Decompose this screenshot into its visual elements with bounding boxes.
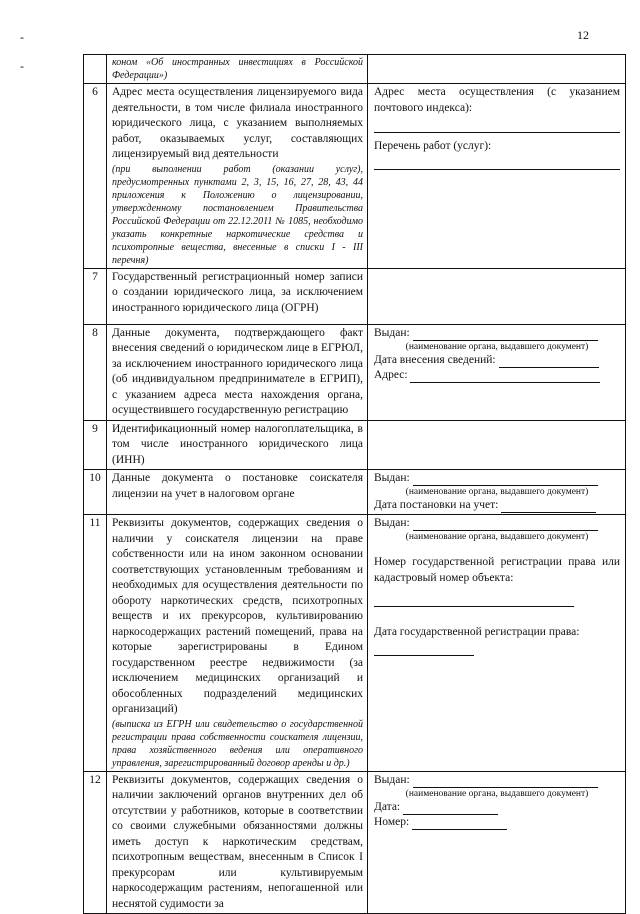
margin-mark: - — [20, 59, 24, 73]
row-number: 10 — [84, 470, 107, 515]
number-label: Номер: — [374, 815, 410, 828]
row-text: Государственный регистрационный номер записи о создании юридического лица, за исключением иностранного юридического лица (ОГРН) — [112, 270, 363, 314]
issued-caption: (наименование органа, выдавшего документ) — [405, 532, 589, 542]
table-row — [84, 268, 626, 324]
table-row — [84, 324, 626, 420]
row-note: (выписка из ЕГРН или свидетельство о государственной регистрации права собственности соискателя лицензии, права хозяйственного ведения или оперативного управления, зарегистрированный договор аренды и др.) — [112, 718, 363, 769]
works-label: Перечень работ (услуг): — [374, 140, 492, 152]
issued-field — [374, 471, 620, 486]
issued-field — [374, 516, 620, 531]
date-label: Дата постановки на учет: — [374, 499, 499, 511]
date-input-line[interactable] — [403, 804, 498, 815]
reg-number-input-line[interactable] — [374, 596, 574, 607]
reg-number-label: Номер государственной регистрации права или кадастровый номер объекта: — [374, 556, 620, 584]
works-input-line[interactable] — [374, 159, 620, 170]
row-note: коном «Об иностранных инвестициях в Российской Федерации») — [112, 57, 363, 81]
issued-field — [374, 773, 620, 788]
date-input-line[interactable] — [499, 357, 599, 368]
issued-field — [374, 326, 620, 341]
address-label: Адрес места осуществления (с указанием почтового индекса): — [374, 86, 620, 114]
issued-input-line[interactable] — [413, 475, 598, 486]
reg-date-label: Дата государственной регистрации права: — [374, 626, 580, 638]
row-number: 8 — [84, 324, 107, 420]
issued-caption: (наименование органа, выдавшего документ) — [405, 341, 589, 352]
address-input-line[interactable] — [410, 372, 600, 383]
table-row — [84, 84, 626, 269]
issued-label: Выдан: — [374, 773, 410, 786]
address-field — [374, 368, 620, 383]
issued-label: Выдан: — [374, 326, 410, 339]
row-description — [107, 515, 368, 772]
row-description — [107, 55, 368, 84]
table-row — [84, 771, 626, 914]
row-number: 11 — [84, 515, 107, 772]
row-text: Идентификационный номер налогоплательщика, в том числе иностранного юридического лица (ИНН) — [112, 422, 363, 466]
issued-caption: (наименование органа, выдавшего документ) — [405, 487, 589, 497]
table-row — [84, 55, 626, 84]
row-text: Реквизиты документов, содержащих сведения о наличии у соискателя лицензии на праве собственности или на ином законном основании соответствующих установленным требованиям и необходимых для осуществления деятельности по обороту наркотических средств, психотропных веществ и их прекурсоров, культивированию наркосодержащих растений помещений, права на которые зарегистрированы в Едином государственном реестре недвижимости (за исключением медицинских организаций и обособленных подразделений медицинских организаций) — [112, 517, 363, 715]
issued-input-line[interactable] — [413, 520, 598, 531]
fill-cell[interactable] — [368, 515, 626, 772]
row-text: Данные документа, подтверждающего факт внесения сведений о юридическом лице в ЕГРЮЛ, за исключением иностранного юридического лица (об индивидуальном предпринимателе в ЕГРИП), с указанием адреса места нахождения органа, осуществившего государственную регистрацию — [112, 326, 363, 416]
number-input-line[interactable] — [412, 819, 507, 830]
row-number — [84, 55, 107, 84]
date-field — [374, 498, 620, 513]
number-field — [374, 815, 620, 830]
issued-input-line[interactable] — [413, 330, 598, 341]
row-note: (при выполнении работ (оказании услуг), предусмотренных пунктами 2, 3, 15, 16, 27, 28, 43, 44 приложения к Положению о лицензировании, утвержденному постановлением Правительства Российской Федерации от 22.12.2011 № 1085, необходимо указать конкретные наркотические средства и психотропные вещества, внесенные в списки I - III перечня) — [112, 163, 363, 266]
row-number: 7 — [84, 268, 107, 324]
issued-label: Выдан: — [374, 517, 410, 529]
page-number: 12 — [577, 28, 589, 42]
table-row — [84, 420, 626, 470]
date-field — [374, 353, 620, 368]
margin-mark: - — [20, 30, 24, 44]
issued-label: Выдан: — [374, 472, 410, 484]
row-description — [107, 324, 368, 420]
issued-caption: (наименование органа, выдавшего документ) — [405, 788, 589, 799]
issued-input-line[interactable] — [413, 777, 598, 788]
fill-cell[interactable] — [368, 55, 626, 84]
date-input-line[interactable] — [501, 502, 596, 513]
table-row — [84, 515, 626, 772]
address-input-line[interactable] — [374, 122, 620, 133]
form-table — [83, 54, 626, 914]
date-label: Дата: — [374, 800, 401, 813]
row-number: 12 — [84, 771, 107, 914]
fill-cell[interactable] — [368, 324, 626, 420]
row-description — [107, 771, 368, 914]
address-label: Адрес: — [374, 368, 408, 381]
row-description — [107, 470, 368, 515]
table-row — [84, 470, 626, 515]
fill-cell[interactable] — [368, 268, 626, 324]
fill-cell[interactable] — [368, 470, 626, 515]
date-field — [374, 800, 620, 815]
fill-cell[interactable] — [368, 420, 626, 470]
row-description — [107, 420, 368, 470]
row-text: Реквизиты документов, содержащих сведения о наличии заключений органов внутренних дел об отсутствии у работников, которые в соответствии со своими служебными обязанностями должны иметь доступ к наркотическим средствам, психотропным веществам, внесенным в Список I прекурсорам или культивируемым наркосодержащим растениям, непогашенной или неснятой судимости за — [112, 773, 363, 910]
row-description — [107, 268, 368, 324]
row-number: 9 — [84, 420, 107, 470]
row-description — [107, 84, 368, 269]
row-text: Адрес места осуществления лицензируемого вида деятельности, в том числе филиала иностранного юридического лица, с указанием выполняемых работ, оказываемых услуг, составляющих лицензируемый вид деятельности — [112, 86, 363, 160]
row-number: 6 — [84, 84, 107, 269]
row-text: Данные документа о постановке соискателя лицензии на учет в налоговом органе — [112, 472, 363, 500]
fill-cell[interactable] — [368, 84, 626, 269]
date-label: Дата внесения сведений: — [374, 353, 496, 366]
fill-cell[interactable] — [368, 771, 626, 914]
reg-date-input-line[interactable] — [374, 645, 474, 656]
